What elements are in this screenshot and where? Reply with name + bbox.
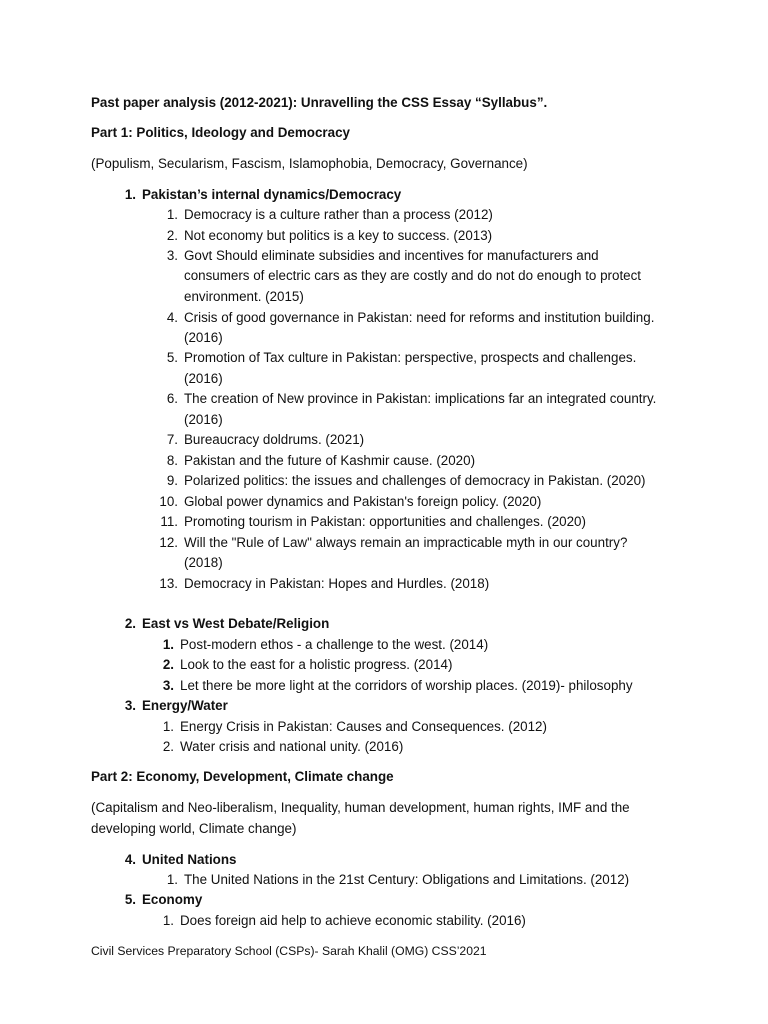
list-item-continuation: (2016) (184, 371, 223, 386)
section-title: United Nations (142, 852, 237, 867)
list-item: 13. Democracy in Pakistan: Hopes and Hurdles. (2018) (159, 576, 490, 591)
section-number: 3. (124, 698, 136, 713)
section-heading (110, 892, 202, 907)
list-item-continuation: (2016) (184, 330, 223, 345)
part2-heading: Part 2: Economy, Development, Climate change (91, 769, 394, 784)
part2-topics-line2: developing world, Climate change) (91, 821, 297, 836)
part2-topics-line1: (Capitalism and Neo-liberalism, Inequality, human development, human rights, IMF and the (91, 800, 630, 815)
list-item-continuation: consumers of electric cars as they are costly and do not do enough to protect (184, 268, 642, 283)
list-item: 6. The creation of New province in Pakistan: implications far an integrated country. (166, 391, 657, 406)
part1-topics: (Populism, Secularism, Fascism, Islamophobia, Democracy, Governance) (91, 156, 528, 171)
part1-heading: Part 1: Politics, Ideology and Democracy (91, 125, 350, 140)
section-title: Economy (142, 892, 203, 907)
section-number: 1. (124, 187, 136, 202)
list-item: 5. Promotion of Tax culture in Pakistan: perspective, prospects and challenges. (166, 350, 637, 365)
list-item: 12. Will the "Rule of Law" always remain an impracticable myth in our country? (159, 535, 628, 550)
list-item: 2. Look to the east for a holistic progress. (2014) (162, 657, 453, 672)
list-item: 2. Water crisis and national unity. (2016) (162, 739, 404, 754)
section-title: Energy/Water (142, 698, 228, 713)
list-item: 1. The United Nations in the 21st Century: Obligations and Limitations. (2012) (166, 872, 630, 887)
section-title: Pakistan’s internal dynamics/Democracy (142, 187, 402, 202)
list-item-continuation: environment. (2015) (184, 289, 304, 304)
list-item: 8. Pakistan and the future of Kashmir cause. (2020) (166, 453, 476, 468)
list-item: 3. Let there be more light at the corridors of worship places. (2019)- philosophy (162, 678, 633, 693)
list-item: 2. Not economy but politics is a key to success. (2013) (166, 228, 493, 243)
list-item-continuation: (2016) (184, 412, 223, 427)
section-heading (110, 616, 329, 631)
document-title: Past paper analysis (2012-2021): Unravelling the CSS Essay “Syllabus”. (91, 95, 548, 110)
list-item: 1. Post-modern ethos - a challenge to the west. (2014) (162, 637, 489, 652)
section-heading (110, 187, 401, 202)
section-number: 5. (124, 892, 136, 907)
section-heading (110, 852, 236, 867)
list-item: 1. Does foreign aid help to achieve economic stability. (2016) (162, 913, 526, 928)
section-number: 2. (124, 616, 136, 631)
list-item: 1. Energy Crisis in Pakistan: Causes and Consequences. (2012) (162, 719, 547, 734)
section-heading (110, 698, 228, 713)
list-item: 10. Global power dynamics and Pakistan's foreign policy. (2020) (159, 494, 542, 509)
section-title: East vs West Debate/Religion (142, 616, 330, 631)
page-footer: Civil Services Preparatory School (CSPs)- Sarah Khalil (OMG) CSS’2021 (91, 944, 487, 958)
list-item: 3. Govt Should eliminate subsidies and incentives for manufacturers and (166, 248, 599, 263)
list-item: 4. Crisis of good governance in Pakistan: need for reforms and institution building. (166, 310, 655, 325)
list-item: 7. Bureaucracy doldrums. (2021) (166, 432, 365, 447)
list-item: 1. Democracy is a culture rather than a process (2012) (166, 207, 493, 222)
list-item: 11. Promoting tourism in Pakistan: opportunities and challenges. (2020) (160, 514, 586, 529)
section-number: 4. (124, 852, 136, 867)
list-item-continuation: (2018) (184, 555, 223, 570)
list-item: 9. Polarized politics: the issues and challenges of democracy in Pakistan. (2020) (166, 473, 646, 488)
